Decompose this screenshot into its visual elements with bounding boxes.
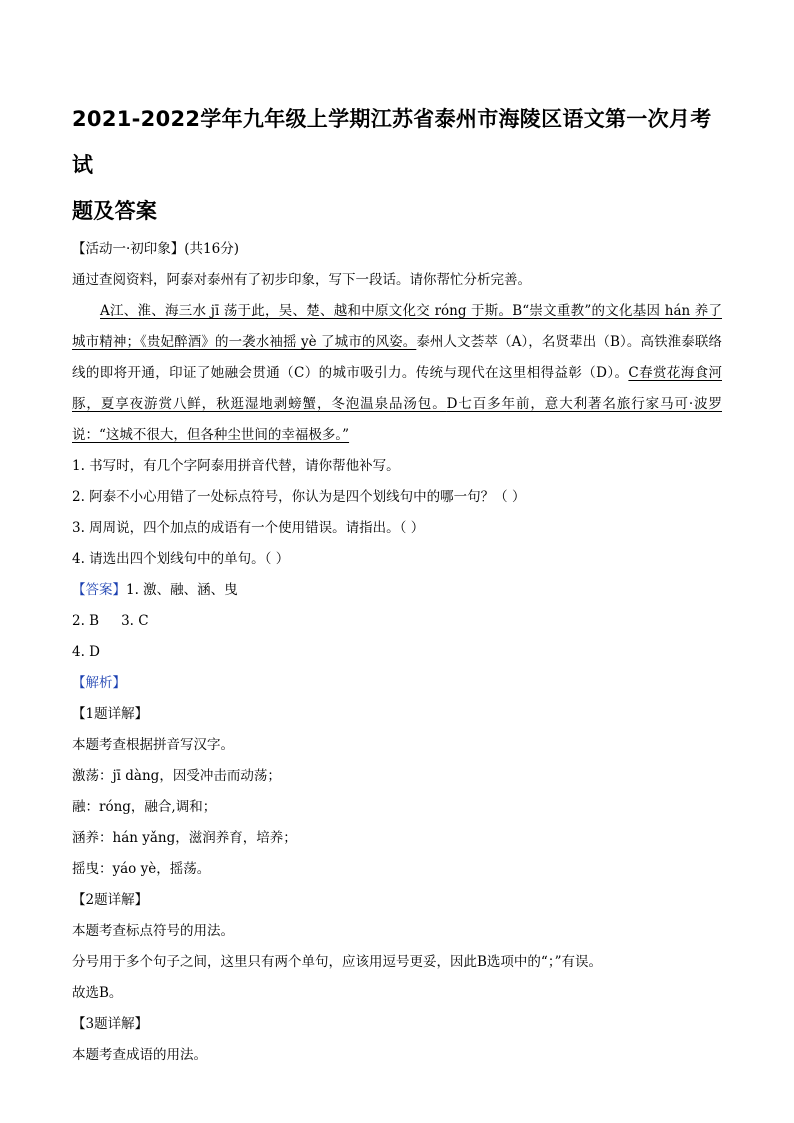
question-3: 3. 周周说，四个加点的成语有一个使用错误。请指出。（ ） [72, 520, 425, 536]
activity-heading: 【活动一·初印象】(共16分) [72, 241, 240, 257]
document-title-line-2: 题及答案 [72, 199, 158, 223]
answer-4: 4. D [72, 644, 100, 660]
answer-1: 1. 激、融、涵、曳 [126, 582, 238, 598]
detail-2-line-1: 本题考查标点符号的用法。 [72, 923, 234, 939]
passage-middle-text: 泰州人文荟萃（A），名贤辈出（B）。高铁淮泰联络线的即将开通，印证了她融会贯通（C）的城市吸引力。传统与现代在这里相得益彰（D）。 [72, 334, 723, 381]
question-1: 1. 书写时，有几个字阿泰用拼音代替，请你帮他补写。 [72, 458, 400, 474]
question-4: 4. 请选出四个划线句中的单句。（ ） [72, 551, 290, 567]
answer-row-1 [72, 575, 722, 606]
answer-label: 【答案】 [72, 582, 126, 598]
document-title-line-1: 2021-2022学年九年级上学期江苏省泰州市海陵区语文第一次月考试 [72, 107, 712, 177]
detail-2-line-3: 故选B。 [72, 985, 123, 1001]
detail-1-heading: 【1题详解】 [72, 706, 149, 722]
underlined-sentence-a: A江、淮、海三水 jī 荡于此，吴、楚、越和中原文化交 róng 于斯。 [100, 303, 513, 319]
detail-3-heading: 【3题详解】 [72, 1016, 149, 1032]
underlined-sentence-c: C春赏花海食河豚，夏享夜游赏八鲜，秋逛湿地剥螃蟹，冬泡温泉品汤包。 [72, 365, 722, 412]
passage-paragraph [72, 296, 722, 451]
detail-2-line-2: 分号用于多个句子之间，这里只有两个单句，应该用逗号更妥，因此B选项中的“；”有误。 [72, 954, 602, 970]
detail-1-line-3: 融：róng，融合,调和； [72, 799, 217, 815]
detail-1-line-5: 摇曳：yáo yè，摇荡。 [72, 861, 211, 877]
detail-2-heading: 【2题详解】 [72, 892, 149, 908]
analysis-label: 【解析】 [72, 675, 126, 691]
answer-3: 3. C [121, 613, 149, 629]
answer-2: 2. B [72, 613, 100, 629]
underlined-sentence-b: B“崇文重教”的文化基因 hán 养了城市精神；《贵妃醉酒》的一袭水袖摇 yè 了城市的风姿。 [72, 303, 722, 350]
underlined-sentence-d: D七百多年前，意大利著名旅行家马可·波罗说：“这城不很大，但各种尘世间的幸福极多。” [72, 396, 722, 443]
detail-1-line-2: 激荡：jī dàng，因受冲击而动荡； [72, 768, 281, 784]
answer-row-2 [72, 606, 722, 637]
question-2: 2. 阿泰不小心用错了一处标点符号，你认为是四个划线句中的哪一句？（ ） [72, 489, 526, 505]
intro-text: 通过查阅资料，阿泰对泰州有了初步印象，写下一段话。请你帮忙分析完善。 [72, 272, 531, 288]
detail-1-line-4: 涵养：hán yǎng，滋润养育，培养； [72, 830, 297, 846]
document-page [72, 96, 722, 1071]
detail-1-line-1: 本题考查根据拼音写汉字。 [72, 737, 234, 753]
detail-3-line-1: 本题考查成语的用法。 [72, 1047, 207, 1063]
